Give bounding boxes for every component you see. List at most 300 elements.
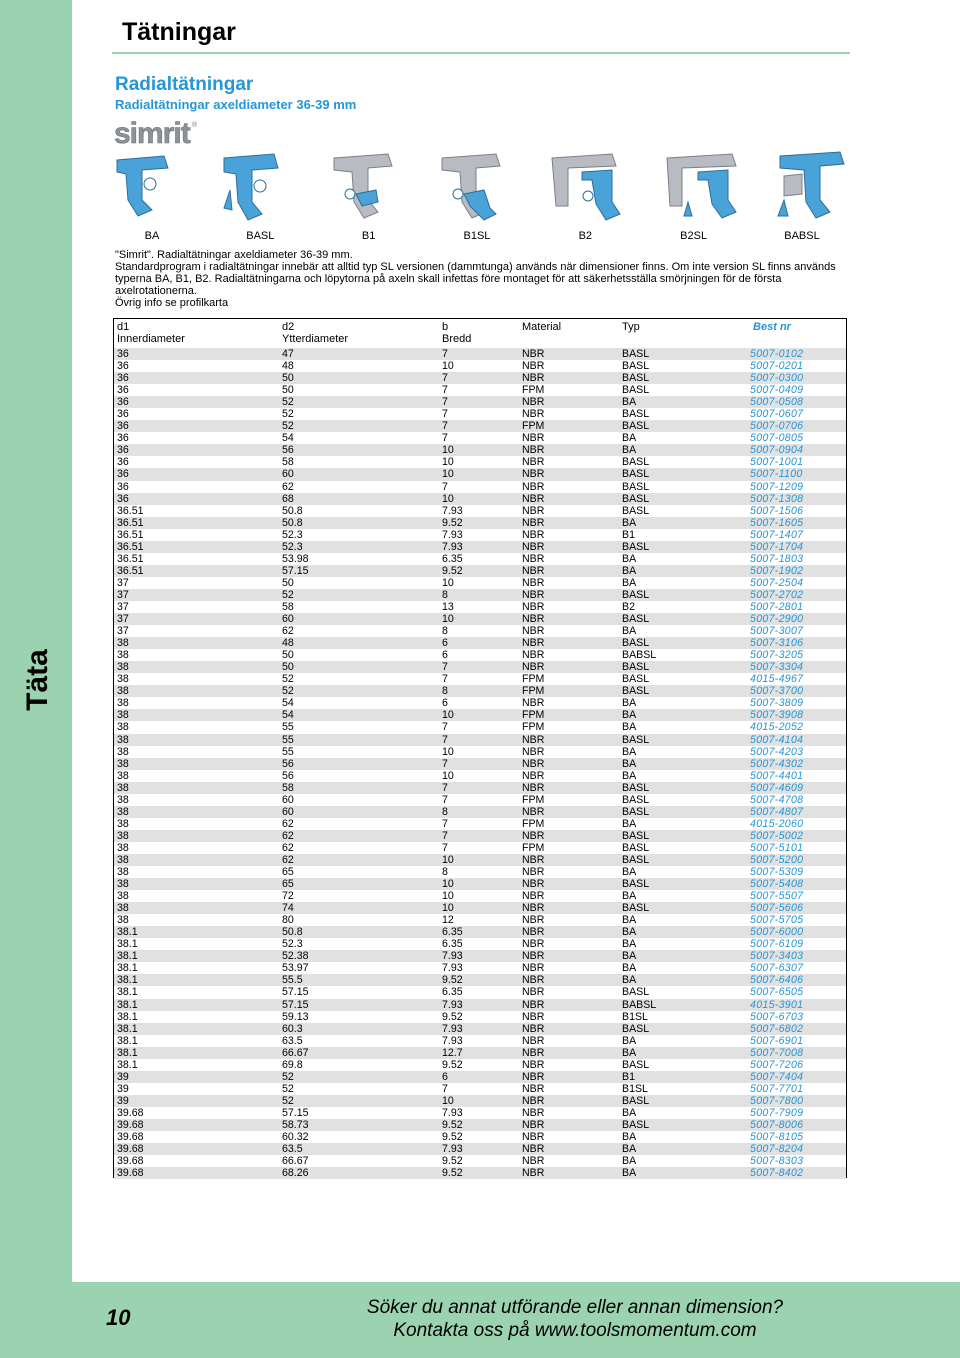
table-row <box>114 384 846 396</box>
table-row <box>114 854 846 866</box>
cell-typ: BA <box>622 926 637 939</box>
cell-d2: 52 <box>282 396 294 409</box>
cell-material: NBR <box>522 637 545 650</box>
cell-material: NBR <box>522 1143 545 1156</box>
cell-b: 7 <box>442 817 448 830</box>
cell-b: 8 <box>442 805 448 818</box>
cell-best-nr: 5007-0102 <box>750 348 804 360</box>
table-row <box>114 1035 846 1047</box>
cell-d2: 62 <box>282 480 294 493</box>
cell-d2: 60 <box>282 613 294 626</box>
cell-best-nr: 5007-1704 <box>750 540 804 553</box>
cell-b: 7.93 <box>442 998 463 1011</box>
cell-best-nr: 5007-8204 <box>750 1143 804 1156</box>
cell-d2: 52.3 <box>282 938 303 951</box>
cell-best-nr: 5007-6505 <box>750 986 804 999</box>
cell-typ: BASL <box>622 733 650 746</box>
cell-best-nr: 5007-6307 <box>750 962 804 975</box>
profile-b1-drawing <box>334 154 392 218</box>
cell-best-nr: 5007-1407 <box>750 528 804 541</box>
cell-b: 7 <box>442 384 448 397</box>
table-row <box>114 517 846 529</box>
cell-b: 9.52 <box>442 1167 463 1180</box>
cell-b: 7 <box>442 432 448 445</box>
cell-material: NBR <box>522 805 545 818</box>
cell-b: 10 <box>442 1094 454 1107</box>
table-row <box>114 420 846 432</box>
table-row <box>114 408 846 420</box>
cell-d2: 55 <box>282 745 294 758</box>
cell-best-nr: 5007-7008 <box>750 1046 804 1059</box>
cell-typ: BA <box>622 432 637 445</box>
table-row <box>114 444 846 456</box>
profile-label-b2: B2 <box>578 230 593 242</box>
cell-typ: BA <box>622 1046 637 1059</box>
cell-d2: 52 <box>282 588 294 601</box>
cell-d1: 39 <box>117 1070 129 1083</box>
cell-d1: 38 <box>117 649 129 662</box>
table-row <box>114 914 846 926</box>
footer-text <box>230 1296 920 1342</box>
cell-best-nr: 5007-0409 <box>750 384 804 397</box>
cell-typ: BA <box>622 1034 637 1047</box>
table-row <box>114 758 846 770</box>
cell-best-nr: 5007-0508 <box>750 396 804 409</box>
cell-material: NBR <box>522 1131 545 1144</box>
cell-typ: BA <box>622 817 637 830</box>
cell-b: 9.52 <box>442 1155 463 1168</box>
cell-best-nr: 5007-4609 <box>750 781 804 794</box>
cell-best-nr: 4015-4967 <box>750 673 804 686</box>
cell-best-nr: 5007-3809 <box>750 697 804 710</box>
table-row <box>114 1131 846 1143</box>
table-row <box>114 962 846 974</box>
cell-best-nr: 5007-0300 <box>750 372 804 385</box>
cell-d2: 62 <box>282 853 294 866</box>
cell-material: NBR <box>522 588 545 601</box>
cell-d1: 38.1 <box>117 938 138 951</box>
cell-typ: BASL <box>622 420 650 433</box>
cell-b: 7 <box>442 757 448 770</box>
table-row <box>114 577 846 589</box>
cell-typ: BA <box>622 444 637 457</box>
cell-best-nr: 5007-6000 <box>750 926 804 939</box>
table-row <box>114 1011 846 1023</box>
table-row <box>114 806 846 818</box>
header-b: b <box>442 321 449 333</box>
cell-material: NBR <box>522 853 545 866</box>
cell-b: 7.93 <box>442 1022 463 1035</box>
cell-d2: 50 <box>282 384 294 397</box>
cell-material: NBR <box>522 468 545 481</box>
cell-d2: 52 <box>282 420 294 433</box>
cell-d2: 60.32 <box>282 1131 309 1144</box>
cell-best-nr: 5007-3205 <box>750 649 804 662</box>
section-title: Radialtätningar <box>115 74 254 95</box>
table-row <box>114 553 846 565</box>
cell-d2: 59.13 <box>282 1010 309 1023</box>
profile-drawings <box>112 150 852 230</box>
cell-best-nr: 5007-8402 <box>750 1167 804 1180</box>
cell-material: NBR <box>522 600 545 613</box>
cell-material: NBR <box>522 986 545 999</box>
cell-d2: 62 <box>282 841 294 854</box>
cell-d1: 38 <box>117 745 129 758</box>
svg-text:simrit: simrit <box>114 117 190 150</box>
table-row <box>114 372 846 384</box>
cell-b: 7 <box>442 793 448 806</box>
cell-material: NBR <box>522 528 545 541</box>
cell-b: 7.93 <box>442 528 463 541</box>
profile-label-b1sl: B1SL <box>463 230 491 242</box>
cell-best-nr: 5007-6406 <box>750 974 804 987</box>
cell-b: 6.35 <box>442 552 463 565</box>
cell-typ: BASL <box>622 793 650 806</box>
cell-d1: 39 <box>117 1094 129 1107</box>
cell-best-nr: 5007-3304 <box>750 661 804 674</box>
cell-d2: 68 <box>282 492 294 505</box>
cell-material: FPM <box>522 709 545 722</box>
cell-d1: 38.1 <box>117 1058 138 1071</box>
cell-d1: 36 <box>117 396 129 409</box>
header-typ: Typ <box>622 321 640 333</box>
cell-best-nr: 5007-5200 <box>750 853 804 866</box>
cell-typ: BA <box>622 938 637 951</box>
cell-best-nr: 4015-2060 <box>750 817 804 830</box>
cell-best-nr: 5007-4807 <box>750 805 804 818</box>
cell-b: 10 <box>442 360 454 373</box>
cell-b: 6 <box>442 1070 448 1083</box>
cell-b: 6.35 <box>442 938 463 951</box>
table-row <box>114 481 846 493</box>
cell-material: NBR <box>522 480 545 493</box>
cell-material: NBR <box>522 938 545 951</box>
cell-typ: BA <box>622 721 637 734</box>
table-row <box>114 348 846 360</box>
cell-best-nr: 5007-6109 <box>750 938 804 951</box>
profile-b2-drawing <box>552 154 620 220</box>
cell-d1: 36 <box>117 456 129 469</box>
cell-d2: 60 <box>282 793 294 806</box>
cell-b: 7.93 <box>442 1034 463 1047</box>
cell-d2: 62 <box>282 817 294 830</box>
cell-d2: 66.67 <box>282 1046 309 1059</box>
table-row <box>114 601 846 613</box>
cell-typ: BA <box>622 1155 637 1168</box>
cell-typ: BASL <box>622 902 650 915</box>
cell-d1: 38 <box>117 793 129 806</box>
cell-d1: 39.68 <box>117 1143 144 1156</box>
cell-best-nr: 4015-2052 <box>750 721 804 734</box>
table-row <box>114 999 846 1011</box>
cell-d1: 36 <box>117 468 129 481</box>
cell-material: NBR <box>522 1167 545 1180</box>
cell-typ: BA <box>622 769 637 782</box>
cell-typ: BASL <box>622 781 650 794</box>
cell-d2: 52.3 <box>282 540 303 553</box>
cell-material: NBR <box>522 516 545 529</box>
table-row <box>114 902 846 914</box>
footer-line-2: Kontakta oss på www.toolsmomentum.com <box>393 1320 757 1341</box>
table-row <box>114 721 846 733</box>
cell-b: 7 <box>442 841 448 854</box>
cell-material: NBR <box>522 1010 545 1023</box>
cell-typ: BA <box>622 1131 637 1144</box>
table-row <box>114 1023 846 1035</box>
cell-b: 7 <box>442 396 448 409</box>
profile-label-babsl: BABSL <box>784 230 820 242</box>
section-subtitle: Radialtätningar axeldiameter 36-39 mm <box>115 97 357 112</box>
table-row <box>114 709 846 721</box>
page-number: 10 <box>106 1305 131 1330</box>
cell-best-nr: 5007-5507 <box>750 890 804 903</box>
cell-b: 7.93 <box>442 950 463 963</box>
cell-typ: BASL <box>622 492 650 505</box>
cell-d2: 56 <box>282 757 294 770</box>
cell-typ: B1SL <box>622 1010 648 1023</box>
cell-d1: 37 <box>117 600 129 613</box>
cell-best-nr: 5007-7701 <box>750 1082 804 1095</box>
profile-label-b2sl: B2SL <box>680 230 708 242</box>
table-row <box>114 782 846 794</box>
cell-material: NBR <box>522 649 545 662</box>
table-row <box>114 794 846 806</box>
cell-typ: BA <box>622 516 637 529</box>
cell-b: 6.35 <box>442 986 463 999</box>
cell-d1: 38.1 <box>117 1046 138 1059</box>
table-row <box>114 456 846 468</box>
cell-b: 10 <box>442 613 454 626</box>
cell-b: 10 <box>442 709 454 722</box>
cell-best-nr: 5007-3106 <box>750 637 804 650</box>
cell-d2: 54 <box>282 709 294 722</box>
product-table <box>113 318 847 1178</box>
cell-d1: 38 <box>117 769 129 782</box>
cell-best-nr: 5007-4104 <box>750 733 804 746</box>
cell-d1: 36 <box>117 408 129 421</box>
profile-basl-drawing <box>224 154 278 220</box>
table-row <box>114 468 846 480</box>
cell-b: 8 <box>442 866 448 879</box>
profile-ba-drawing <box>117 156 168 216</box>
cell-material: NBR <box>522 504 545 517</box>
cell-material: NBR <box>522 1082 545 1095</box>
cell-d1: 36 <box>117 360 129 373</box>
table-row <box>114 1167 846 1179</box>
cell-d2: 58 <box>282 456 294 469</box>
cell-d1: 39.68 <box>117 1167 144 1180</box>
cell-typ: BA <box>622 697 637 710</box>
table-row <box>114 734 846 746</box>
cell-b: 10 <box>442 468 454 481</box>
cell-d2: 48 <box>282 360 294 373</box>
cell-typ: BASL <box>622 456 650 469</box>
cell-typ: BASL <box>622 384 650 397</box>
cell-typ: BASL <box>622 637 650 650</box>
cell-best-nr: 5007-2900 <box>750 613 804 626</box>
intro-line-2: Standardprogram i radialtätningar innebär att alltid typ SL versionen (dammtunga) används när dimensioner finns. Om inte version SL finns används typerna BA, B1, B2. Radialtätningarna och löpytorna på axeln skall infettas före montaget för att säkerhetsställa smörjningen för de första axelrotationerna. <box>115 261 836 297</box>
cell-b: 7 <box>442 661 448 674</box>
cell-b: 7 <box>442 721 448 734</box>
cell-typ: BASL <box>622 1022 650 1035</box>
intro-text <box>115 249 855 309</box>
cell-d1: 36.51 <box>117 564 144 577</box>
cell-d2: 58.73 <box>282 1119 309 1131</box>
cell-d1: 38 <box>117 841 129 854</box>
cell-material: NBR <box>522 769 545 782</box>
cell-d1: 38 <box>117 878 129 891</box>
cell-d2: 52 <box>282 1082 294 1095</box>
cell-b: 7.93 <box>442 504 463 517</box>
cell-typ: BA <box>622 974 637 987</box>
cell-typ: BA <box>622 914 637 927</box>
cell-b: 7 <box>442 348 448 360</box>
cell-best-nr: 5007-8105 <box>750 1131 804 1144</box>
cell-d1: 38 <box>117 721 129 734</box>
table-row <box>114 1083 846 1095</box>
cell-typ: BA <box>622 757 637 770</box>
cell-d1: 38 <box>117 709 129 722</box>
cell-d2: 57.15 <box>282 1106 309 1119</box>
cell-d2: 50 <box>282 372 294 385</box>
table-row <box>114 746 846 758</box>
cell-b: 9.52 <box>442 516 463 529</box>
cell-material: FPM <box>522 721 545 734</box>
cell-material: NBR <box>522 866 545 879</box>
cell-d2: 55.5 <box>282 974 303 987</box>
cell-d2: 58 <box>282 600 294 613</box>
cell-d1: 38 <box>117 697 129 710</box>
cell-typ: BASL <box>622 805 650 818</box>
cell-b: 7 <box>442 420 448 433</box>
header-b-sub: Bredd <box>442 333 472 345</box>
cell-best-nr: 5007-3908 <box>750 709 804 722</box>
cell-typ: BASL <box>622 540 650 553</box>
cell-b: 10 <box>442 492 454 505</box>
cell-d2: 52 <box>282 1094 294 1107</box>
header-d1: d1 <box>117 321 130 333</box>
footer-line-1: Söker du annat utförande eller annan dimension? <box>366 1297 784 1318</box>
cell-b: 7 <box>442 372 448 385</box>
cell-b: 10 <box>442 853 454 866</box>
cell-typ: BASL <box>622 588 650 601</box>
cell-best-nr: 5007-7800 <box>750 1094 804 1107</box>
cell-typ: BABSL <box>622 998 657 1011</box>
cell-typ: BA <box>622 625 637 638</box>
cell-best-nr: 5007-1209 <box>750 480 804 493</box>
header-d1-sub: Innerdiameter <box>117 333 185 345</box>
cell-best-nr: 5007-3403 <box>750 950 804 963</box>
cell-d2: 63.5 <box>282 1034 303 1047</box>
cell-b: 9.52 <box>442 1119 463 1131</box>
cell-d2: 54 <box>282 697 294 710</box>
cell-d1: 38 <box>117 914 129 927</box>
cell-d1: 36 <box>117 384 129 397</box>
cell-b: 10 <box>442 745 454 758</box>
cell-material: FPM <box>522 817 545 830</box>
cell-material: NBR <box>522 372 545 385</box>
cell-typ: BASL <box>622 504 650 517</box>
cell-material: NBR <box>522 625 545 638</box>
cell-material: NBR <box>522 1022 545 1035</box>
cell-typ: BA <box>622 962 637 975</box>
cell-b: 6 <box>442 637 448 650</box>
cell-material: NBR <box>522 432 545 445</box>
profile-b2sl-drawing <box>667 154 736 218</box>
cell-d1: 36 <box>117 372 129 385</box>
cell-d1: 38 <box>117 866 129 879</box>
cell-best-nr: 5007-0904 <box>750 444 804 457</box>
table-row <box>114 1059 846 1071</box>
cell-d1: 38 <box>117 661 129 674</box>
cell-best-nr: 5007-3007 <box>750 625 804 638</box>
table-row <box>114 685 846 697</box>
cell-b: 7.93 <box>442 962 463 975</box>
cell-best-nr: 5007-1605 <box>750 516 804 529</box>
cell-d2: 50 <box>282 649 294 662</box>
table-row <box>114 565 846 577</box>
cell-material: NBR <box>522 998 545 1011</box>
cell-b: 10 <box>442 769 454 782</box>
cell-b: 8 <box>442 588 448 601</box>
table-row <box>114 541 846 553</box>
cell-b: 10 <box>442 890 454 903</box>
table-row <box>114 589 846 601</box>
table-row <box>114 890 846 902</box>
cell-d2: 55 <box>282 721 294 734</box>
cell-b: 8 <box>442 625 448 638</box>
cell-d1: 37 <box>117 576 129 589</box>
cell-d2: 65 <box>282 878 294 891</box>
cell-b: 7 <box>442 480 448 493</box>
table-row <box>114 493 846 505</box>
table-row <box>114 1071 846 1083</box>
intro-line-3: Övrig info se profilkarta <box>115 297 229 309</box>
cell-typ: BASL <box>622 408 650 421</box>
cell-b: 10 <box>442 444 454 457</box>
cell-best-nr: 5007-4203 <box>750 745 804 758</box>
cell-d1: 38 <box>117 733 129 746</box>
cell-best-nr: 5007-4302 <box>750 757 804 770</box>
cell-typ: BA <box>622 745 637 758</box>
cell-material: NBR <box>522 1046 545 1059</box>
cell-typ: BASL <box>622 348 650 360</box>
cell-d1: 39.68 <box>117 1155 144 1168</box>
cell-typ: BASL <box>622 661 650 674</box>
table-row <box>114 613 846 625</box>
cell-d2: 50 <box>282 661 294 674</box>
cell-d2: 53.97 <box>282 962 309 975</box>
cell-d2: 47 <box>282 348 294 360</box>
cell-best-nr: 5007-1902 <box>750 564 804 577</box>
table-row <box>114 1047 846 1059</box>
cell-typ: BASL <box>622 468 650 481</box>
cell-material: NBR <box>522 1119 545 1131</box>
cell-typ: BASL <box>622 853 650 866</box>
cell-typ: BABSL <box>622 649 657 662</box>
side-tab-label <box>8 640 68 720</box>
cell-d2: 53.98 <box>282 552 309 565</box>
cell-d1: 36.51 <box>117 540 144 553</box>
cell-material: NBR <box>522 926 545 939</box>
cell-typ: BA <box>622 709 637 722</box>
table-row <box>114 673 846 685</box>
cell-material: NBR <box>522 950 545 963</box>
cell-d2: 50.8 <box>282 926 303 939</box>
table-row <box>114 697 846 709</box>
cell-d1: 39.68 <box>117 1131 144 1144</box>
cell-material: NBR <box>522 408 545 421</box>
